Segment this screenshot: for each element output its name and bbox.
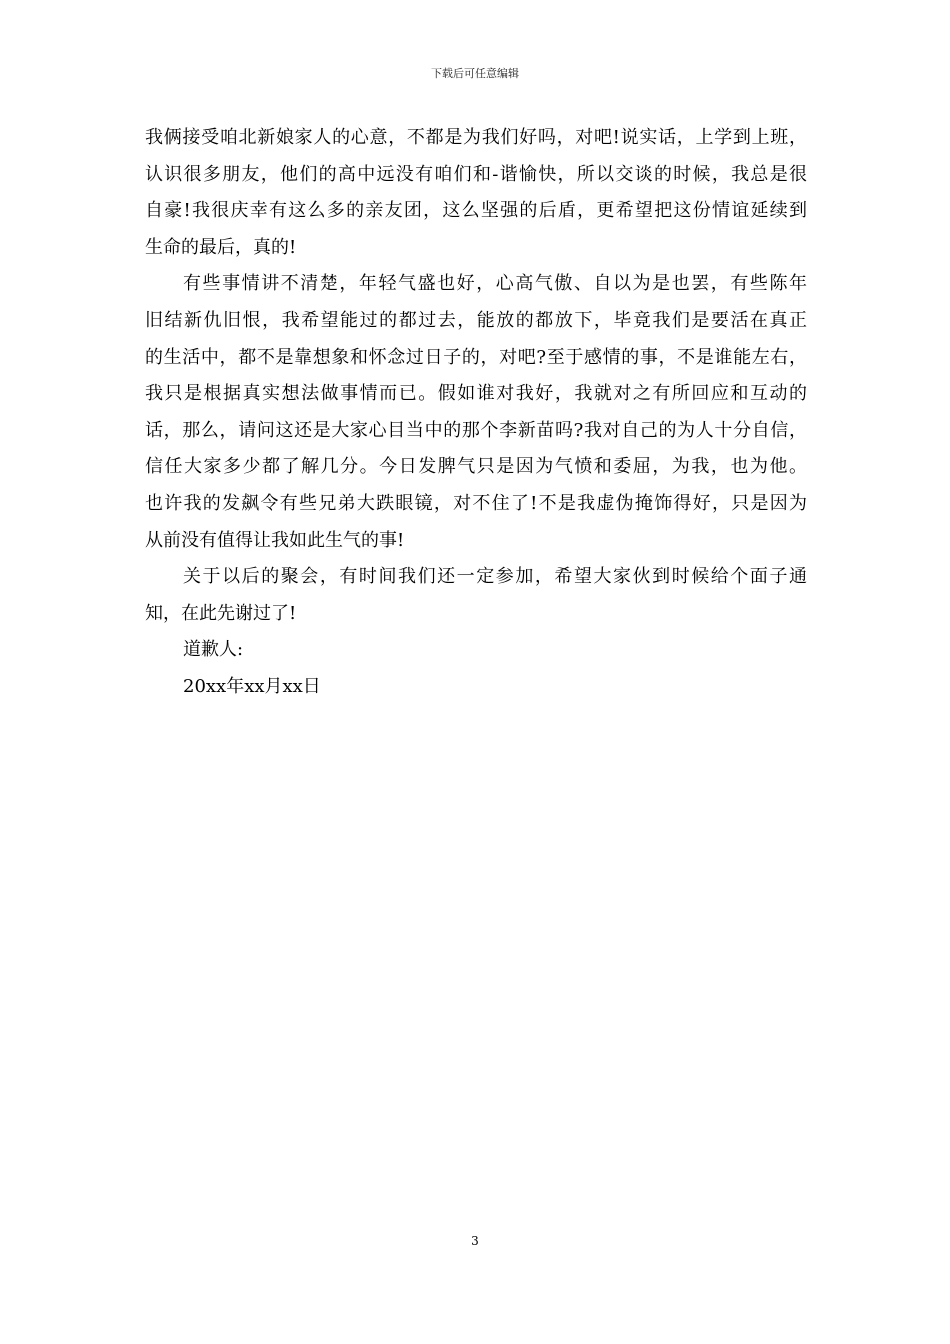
text-line: 的生活中，都不是靠想象和怀念过日子的，对吧?至于感情的事，不是谁能左右， xyxy=(145,346,807,368)
text-line: 从前没有值得让我如此生气的事! xyxy=(145,529,405,551)
text-line: 信任大家多少都了解几分。今日发脾气只是因为气愤和委屈，为我，也为他。 xyxy=(145,456,807,478)
text-line: 关于以后的聚会，有时间我们还一定参加，希望大家伙到时候给个面子通 xyxy=(183,566,807,588)
text-line: 旧结新仇旧恨，我希望能过的都过去，能放的都放下，毕竟我们是要活在真正 xyxy=(145,309,807,331)
text-line: 我俩接受咱北新娘家人的心意，不都是为我们好吗，对吧!说实话，上学到上班， xyxy=(145,127,807,148)
text-line: 话，那么，请问这还是大家心目当中的那个李新苗吗?我对自己的为人十分自信， xyxy=(145,419,807,441)
text-line: 有些事情讲不清楚，年轻气盛也好，心高气傲、自以为是也罢，有些陈年 xyxy=(183,273,807,295)
text-line: 也许我的发飙令有些兄弟大跌眼镜，对不住了!不是我虚伪掩饰得好，只是因为 xyxy=(145,492,807,514)
text-line: 我只是根据真实想法做事情而已。假如谁对我好，我就对之有所回应和互动的 xyxy=(145,383,807,405)
page-header: 下载后可任意编辑 xyxy=(431,67,519,80)
date-line: 20xx年xx月xx日 xyxy=(183,675,321,697)
document-body xyxy=(145,120,807,706)
signature-label: 道歉人: xyxy=(183,639,244,661)
text-line: 生命的最后，真的! xyxy=(145,236,297,258)
text-line: 知，在此先谢过了! xyxy=(145,602,297,624)
text-line: 自豪!我很庆幸有这么多的亲友团，这么坚强的后盾，更希望把这份情谊延续到 xyxy=(145,200,807,222)
text-line: 认识很多朋友，他们的高中远没有咱们和-谐愉快，所以交谈的时候，我总是很 xyxy=(145,163,807,185)
page-number: 3 xyxy=(471,1234,479,1248)
